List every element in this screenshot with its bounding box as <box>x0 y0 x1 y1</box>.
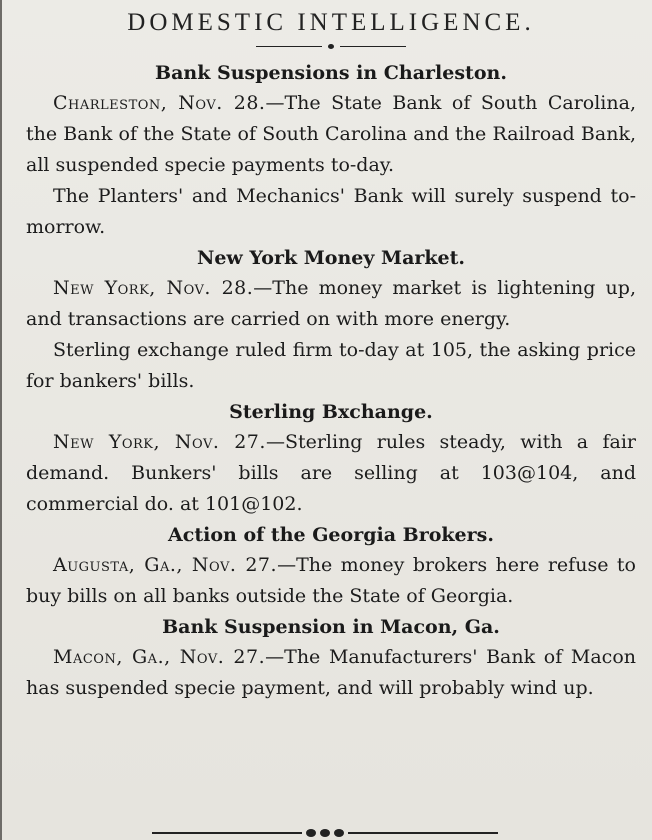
paragraph-text: —The money market is lightening up, and transactions are carried on with more energy. <box>26 277 636 330</box>
article-paragraph <box>26 335 636 397</box>
article-paragraph <box>26 181 636 243</box>
section-title: DOMESTIC INTELLIGENCE. <box>127 9 535 36</box>
paragraph-text: —Sterling rules steady, with a fair demand. Bunkers' bills are selling at 103@104, and commercial do. at 101@102. <box>26 431 636 515</box>
paragraph-text: —The State Bank of South Carolina, the Bank of the State of South Carolina and the Railroad Bank, all suspended specie payments to-day. <box>26 92 636 176</box>
paragraph-text: —The Manufacturers' Bank of Macon has suspended specie payment, and will probably wind up. <box>26 646 636 699</box>
article-paragraph <box>26 642 636 704</box>
article-macon-bank <box>26 612 636 704</box>
paragraph-text: The Planters' and Mechanics' Bank will surely suspend to-morrow. <box>26 185 636 238</box>
ornament-dot <box>328 44 334 49</box>
article-headline: Bank Suspension in Macon, Ga. <box>162 616 500 638</box>
article-paragraph <box>26 427 636 520</box>
article-paragraph <box>26 273 636 335</box>
article-charleston-banks <box>26 58 636 243</box>
article-paragraph <box>26 88 636 181</box>
dateline: Augusta, Ga., Nov. 27. <box>53 554 278 576</box>
ornament-line-left <box>152 832 302 834</box>
article-new-york-money-market <box>26 243 636 397</box>
article-georgia-brokers <box>26 520 636 612</box>
title-ornament-rule <box>256 42 406 52</box>
paragraph-text: Sterling exchange ruled firm to-day at 105, the asking price for bankers' bills. <box>26 339 636 392</box>
ornament-line-right <box>340 46 406 47</box>
dateline: Macon, Ga., Nov. 27. <box>53 646 266 668</box>
footer-ornament-rule <box>2 826 652 840</box>
dateline: New York, Nov. 27. <box>53 431 266 453</box>
dateline: New York, Nov. 28. <box>53 277 254 299</box>
ornament-dot <box>334 829 344 837</box>
article-sterling-exchange <box>26 397 636 520</box>
dateline: Charleston, Nov. 28. <box>53 92 266 114</box>
article-headline: Action of the Georgia Brokers. <box>168 524 494 546</box>
ornament-dot <box>306 829 316 837</box>
ornament-dot <box>320 829 330 837</box>
article-headline: Bank Suspensions in Charleston. <box>155 62 507 84</box>
article-paragraph <box>26 550 636 612</box>
ornament-line-left <box>256 46 322 47</box>
article-headline: Sterling Bxchange. <box>229 401 433 423</box>
ornament-line-right <box>348 832 498 834</box>
article-headline: New York Money Market. <box>196 247 466 269</box>
paragraph-text: —The money brokers here refuse to buy bills on all banks outside the State of Georgia. <box>26 554 636 607</box>
